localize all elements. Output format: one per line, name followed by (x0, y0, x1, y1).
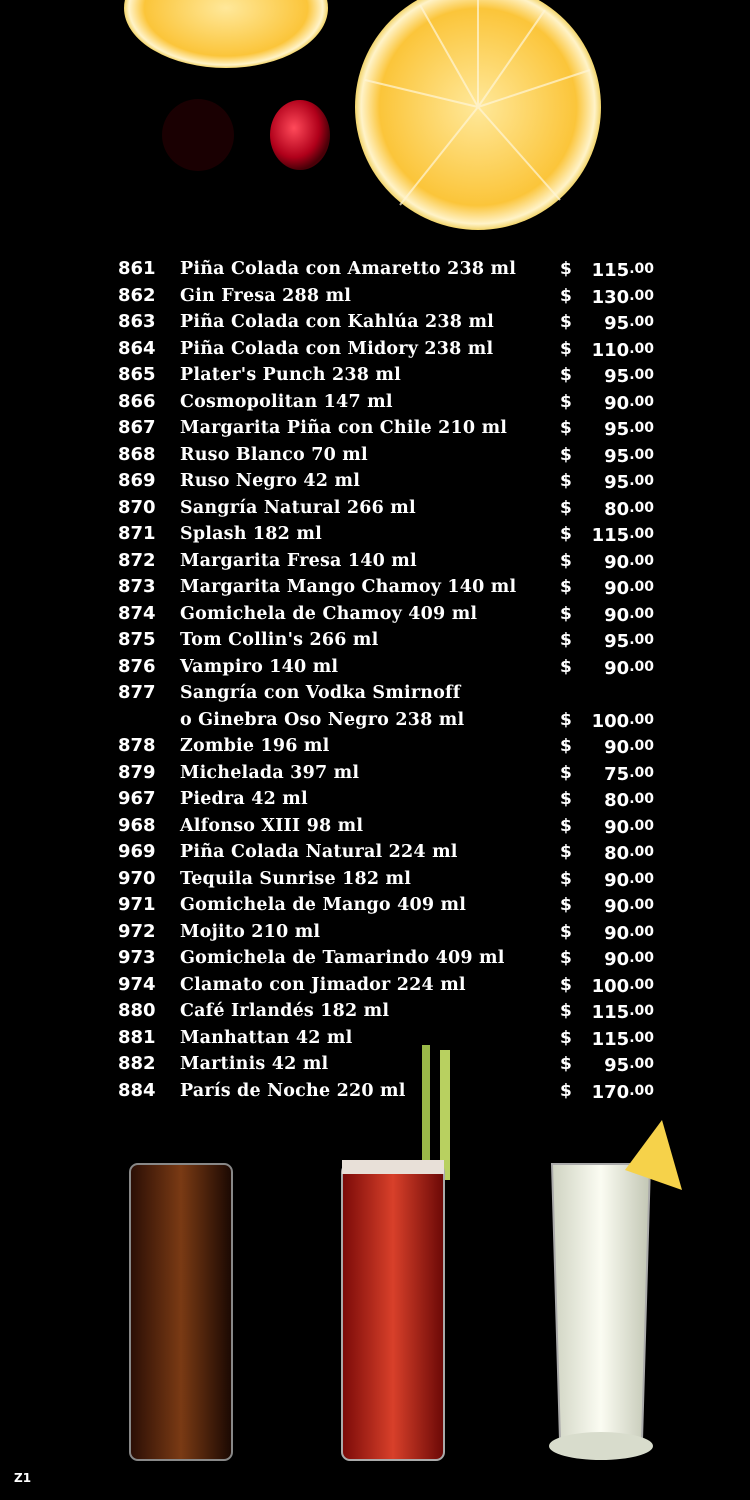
item-name: Gomichela de Mango 409 ml (180, 895, 467, 915)
item-name: Mojito 210 ml (180, 921, 321, 942)
item-name: Tequila Sunrise 182 ml (180, 868, 412, 889)
item-price (592, 974, 654, 1002)
price-cents: .00 (629, 552, 654, 569)
menu-item (118, 733, 658, 760)
currency-symbol: $ (560, 550, 572, 571)
item-name: Michelada 397 ml (180, 762, 360, 783)
menu-item (118, 362, 658, 389)
item-name: Gomichela de Chamoy 409 ml (180, 603, 478, 624)
item-name: Ruso Blanco 70 ml (180, 444, 368, 465)
item-code: 869 (118, 470, 156, 491)
item-price (604, 444, 654, 472)
item-code: 882 (118, 1053, 156, 1074)
item-code: 865 (118, 364, 156, 385)
item-price (592, 523, 654, 551)
price-whole: 95 (604, 631, 630, 652)
item-name: Martinis 42 ml (180, 1054, 329, 1074)
item-name: Splash 182 ml (180, 524, 322, 544)
item-price (604, 762, 654, 790)
menu-item (118, 654, 658, 681)
price-whole: 90 (604, 737, 630, 758)
currency-symbol: $ (560, 524, 572, 544)
price-whole: 95 (604, 1055, 630, 1076)
item-name: Sangría con Vodka Smirnoff (180, 683, 461, 703)
price-cents: .00 (629, 923, 654, 940)
item-code: 864 (118, 337, 156, 359)
price-whole: 90 (604, 392, 630, 414)
item-code: 879 (118, 761, 156, 783)
item-name: Alfonso XIII 98 ml (180, 815, 364, 836)
item-name: Piña Colada Natural 224 ml (180, 842, 458, 862)
price-whole: 80 (604, 843, 630, 864)
menu-item (118, 707, 658, 734)
item-name: Cosmopolitan 147 ml (180, 391, 393, 412)
currency-symbol: $ (560, 630, 572, 650)
price-cents: .00 (629, 764, 654, 781)
price-cents: .00 (629, 579, 654, 595)
menu-item (118, 256, 658, 283)
currency-symbol: $ (560, 1080, 572, 1101)
menu-item (118, 309, 658, 336)
price-cents: .00 (629, 420, 654, 436)
item-price (604, 894, 654, 922)
menu-item (118, 945, 658, 972)
item-price (604, 364, 654, 392)
price-whole: 90 (604, 949, 630, 970)
price-whole: 95 (604, 366, 630, 387)
price-whole: 90 (604, 896, 630, 917)
currency-symbol: $ (560, 338, 572, 359)
price-whole: 100 (591, 710, 630, 732)
menu-item (118, 760, 658, 787)
item-code: 875 (118, 629, 156, 650)
menu-item (118, 839, 658, 866)
price-cents: .00 (629, 367, 654, 383)
item-name: Vampiro 140 ml (180, 656, 339, 677)
price-cents: .00 (629, 897, 654, 913)
price-cents: .00 (629, 261, 654, 277)
item-name: Gin Fresa 288 ml (180, 285, 352, 306)
price-whole: 90 (604, 869, 630, 891)
menu-item (118, 548, 658, 575)
price-cents: .00 (629, 632, 654, 648)
item-code: 877 (118, 682, 156, 703)
item-price (592, 258, 654, 286)
currency-symbol: $ (560, 736, 572, 756)
menu-item (118, 495, 658, 522)
price-cents: .00 (629, 393, 654, 410)
item-name: Café Irlandés 182 ml (180, 1001, 390, 1021)
menu-item (118, 468, 658, 495)
item-code: 974 (118, 973, 156, 995)
currency-symbol: $ (560, 974, 572, 995)
item-price (604, 576, 654, 604)
item-name: Piña Colada con Kahlúa 238 ml (180, 312, 495, 332)
item-code: 880 (118, 1000, 156, 1021)
currency-symbol: $ (560, 391, 572, 412)
price-cents: .00 (629, 870, 654, 887)
price-cents: .00 (629, 287, 654, 304)
currency-symbol: $ (560, 709, 572, 730)
price-cents: .00 (629, 446, 654, 463)
price-whole: 115 (591, 1028, 630, 1050)
item-name: o Ginebra Oso Negro 238 ml (180, 709, 465, 730)
price-cents: .00 (629, 605, 654, 622)
item-price (604, 815, 654, 843)
currency-symbol: $ (560, 577, 572, 597)
price-cents: .00 (629, 1003, 654, 1019)
item-price (592, 709, 654, 737)
price-whole: 115 (591, 1002, 630, 1023)
menu-item (118, 627, 658, 654)
price-whole: 90 (604, 657, 630, 679)
currency-symbol: $ (560, 948, 572, 968)
item-code: 873 (118, 576, 156, 597)
item-price (604, 656, 654, 684)
price-cents: .00 (629, 473, 654, 489)
item-name: Plater's Punch 238 ml (180, 365, 401, 385)
price-whole: 90 (604, 551, 630, 573)
item-price (604, 550, 654, 578)
price-cents: .00 (629, 314, 654, 330)
item-name: Sangría Natural 266 ml (180, 497, 416, 518)
item-price (604, 921, 654, 949)
item-price (604, 735, 654, 763)
item-code: 862 (118, 284, 156, 306)
price-whole: 90 (604, 816, 630, 838)
price-whole: 100 (591, 975, 630, 997)
price-whole: 90 (604, 604, 630, 626)
item-name: Ruso Negro 42 ml (180, 471, 361, 491)
menu-item (118, 786, 658, 813)
menu-item (118, 813, 658, 840)
drink-menu (118, 256, 658, 1104)
item-name: Piña Colada con Amaretto 238 ml (180, 259, 517, 279)
price-cents: .00 (629, 340, 654, 357)
price-cents: .00 (629, 976, 654, 993)
currency-symbol: $ (560, 471, 572, 491)
price-whole: 170 (591, 1081, 630, 1103)
menu-item (118, 892, 658, 919)
item-name: Piña Colada con Midory 238 ml (180, 338, 494, 359)
item-name: Margarita Fresa 140 ml (180, 550, 417, 571)
item-code: 876 (118, 655, 156, 677)
currency-symbol: $ (560, 365, 572, 385)
item-price (604, 603, 654, 631)
item-code: 868 (118, 443, 156, 465)
price-whole: 95 (604, 445, 630, 467)
currency-symbol: $ (560, 842, 572, 862)
menu-item (118, 415, 658, 442)
item-code: 863 (118, 311, 156, 332)
price-cents: .00 (629, 1056, 654, 1072)
item-code: 884 (118, 1079, 156, 1101)
price-whole: 75 (604, 763, 630, 785)
currency-symbol: $ (560, 815, 572, 836)
item-code: 870 (118, 496, 156, 518)
item-name: Margarita Mango Chamoy 140 ml (180, 577, 517, 597)
item-code: 969 (118, 841, 156, 862)
item-code: 967 (118, 788, 156, 809)
currency-symbol: $ (560, 603, 572, 624)
currency-symbol: $ (560, 444, 572, 465)
menu-item (118, 919, 658, 946)
page-number: Z1 (14, 1471, 32, 1485)
item-code: 871 (118, 523, 156, 544)
item-code: 872 (118, 549, 156, 571)
price-cents: .00 (629, 817, 654, 834)
currency-symbol: $ (560, 762, 572, 783)
price-whole: 115 (591, 260, 630, 281)
item-price (604, 788, 654, 816)
item-price (604, 868, 654, 896)
item-name: Piedra 42 ml (180, 789, 308, 809)
cocktail-glasses-image (0, 1040, 750, 1470)
currency-symbol: $ (560, 656, 572, 677)
item-code: 867 (118, 417, 156, 438)
item-name: París de Noche 220 ml (180, 1080, 406, 1101)
item-code: 971 (118, 894, 156, 915)
item-name: Tom Collin's 266 ml (180, 630, 379, 650)
price-whole: 95 (604, 419, 630, 440)
menu-item (118, 283, 658, 310)
price-cents: .00 (629, 499, 654, 516)
currency-symbol: $ (560, 868, 572, 889)
menu-item (118, 680, 658, 707)
menu-item (118, 866, 658, 893)
item-code: 861 (118, 258, 156, 279)
menu-item (118, 574, 658, 601)
price-whole: 115 (591, 525, 630, 546)
item-code: 866 (118, 390, 156, 412)
menu-item (118, 442, 658, 469)
price-cents: .00 (629, 658, 654, 675)
item-price (592, 285, 654, 313)
item-price (604, 470, 654, 498)
item-name: Zombie 196 ml (180, 736, 330, 756)
item-name: Margarita Piña con Chile 210 ml (180, 418, 508, 438)
item-price (592, 1000, 654, 1028)
price-cents: .00 (629, 950, 654, 966)
currency-symbol: $ (560, 1027, 572, 1048)
price-cents: .00 (629, 711, 654, 728)
price-cents: .00 (629, 791, 654, 807)
item-code: 968 (118, 814, 156, 836)
item-code: 973 (118, 947, 156, 968)
item-name: Gomichela de Tamarindo 409 ml (180, 948, 505, 968)
price-cents: .00 (629, 844, 654, 860)
price-cents: .00 (629, 738, 654, 754)
price-whole: 95 (604, 313, 630, 334)
item-price (604, 391, 654, 419)
currency-symbol: $ (560, 921, 572, 942)
menu-item (118, 998, 658, 1025)
item-code: 970 (118, 867, 156, 889)
currency-symbol: $ (560, 895, 572, 915)
price-whole: 80 (604, 790, 630, 811)
item-price (604, 629, 654, 657)
currency-symbol: $ (560, 1001, 572, 1021)
item-name: Manhattan 42 ml (180, 1027, 353, 1048)
price-cents: .00 (629, 1082, 654, 1099)
item-code: 881 (118, 1026, 156, 1048)
menu-item (118, 521, 658, 548)
currency-symbol: $ (560, 418, 572, 438)
price-whole: 90 (604, 922, 630, 944)
menu-item (118, 389, 658, 416)
price-cents: .00 (629, 1029, 654, 1046)
price-whole: 95 (604, 472, 630, 493)
currency-symbol: $ (560, 285, 572, 306)
item-price (604, 497, 654, 525)
price-whole: 90 (604, 578, 630, 599)
item-price (592, 338, 654, 366)
price-whole: 130 (591, 286, 630, 308)
currency-symbol: $ (560, 259, 572, 279)
item-price (604, 311, 654, 339)
item-code: 972 (118, 920, 156, 942)
menu-item (118, 601, 658, 628)
item-price (604, 841, 654, 869)
lemon-slices-image (0, 0, 750, 240)
price-whole: 80 (604, 498, 630, 520)
menu-item (118, 972, 658, 999)
currency-symbol: $ (560, 789, 572, 809)
currency-symbol: $ (560, 312, 572, 332)
item-price (604, 947, 654, 975)
menu-item (118, 336, 658, 363)
currency-symbol: $ (560, 1054, 572, 1074)
price-cents: .00 (629, 526, 654, 542)
item-code: 878 (118, 735, 156, 756)
item-price (604, 417, 654, 445)
item-code: 874 (118, 602, 156, 624)
price-whole: 110 (591, 339, 630, 361)
item-name: Clamato con Jimador 224 ml (180, 974, 466, 995)
currency-symbol: $ (560, 497, 572, 518)
